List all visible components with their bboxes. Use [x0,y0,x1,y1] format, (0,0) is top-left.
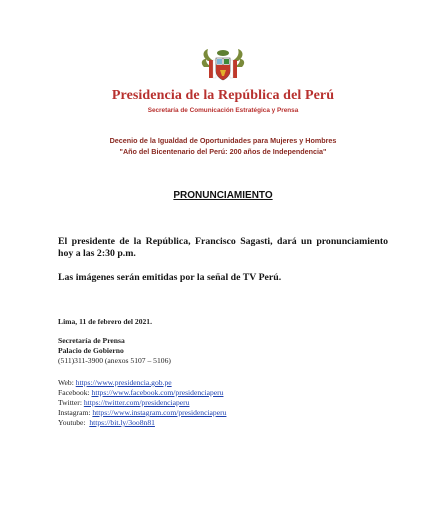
organization-title: Presidencia de la República del Perú [111,88,335,103]
signature-block [58,336,171,366]
link-row-web [58,378,226,388]
web-link[interactable]: https://www.presidencia.gob.pe [75,378,172,387]
link-label: Instagram: [58,408,93,417]
youtube-link[interactable]: https://bit.ly/3oo8n81 [89,418,155,427]
year-slogan: "Año del Bicentenario del Perú: 200 años de Independencia" [119,147,327,156]
link-row-instagram [58,408,226,418]
link-label: Twitter: [58,398,84,407]
twitter-link[interactable]: https://twitter.com/presidenciaperu [83,398,190,407]
link-label: Web: [58,378,76,387]
broadcast-paragraph: Las imágenes serán emitidas por la señal de TV Perú. [58,272,282,283]
signature-office: Secretaría de Prensa [58,336,125,345]
link-row-twitter [58,398,226,408]
organization-subtitle: Secretaría de Comunicación Estratégica y Prensa [147,107,299,114]
signature-palace: Palacio de Gobierno [58,346,124,355]
document-heading: PRONUNCIAMIENTO [173,190,273,201]
link-label: Facebook: [58,388,92,397]
decade-slogan: Decenio de la Igualdad de Oportunidades para Mujeres y Hombres [109,136,337,145]
coat-of-arms-icon [200,47,246,89]
facebook-link[interactable]: https://www.facebook.com/presidenciaperu [91,388,224,397]
dateline: Lima, 11 de febrero del 2021. [58,317,153,326]
announcement-paragraph: El presidente de la República, Francisco Sagasti, dará un pronunciamiento hoy a las 2:30 p.m. [58,236,388,259]
signature-phone: (511)311-3900 (anexos 5107 – 5106) [58,356,171,365]
link-row-facebook [58,388,226,398]
instagram-link[interactable]: https://www.instagram.com/presidenciaperu [92,408,227,417]
link-label: Youtube: [58,418,90,427]
link-row-youtube [58,418,226,428]
contact-links [58,378,226,428]
